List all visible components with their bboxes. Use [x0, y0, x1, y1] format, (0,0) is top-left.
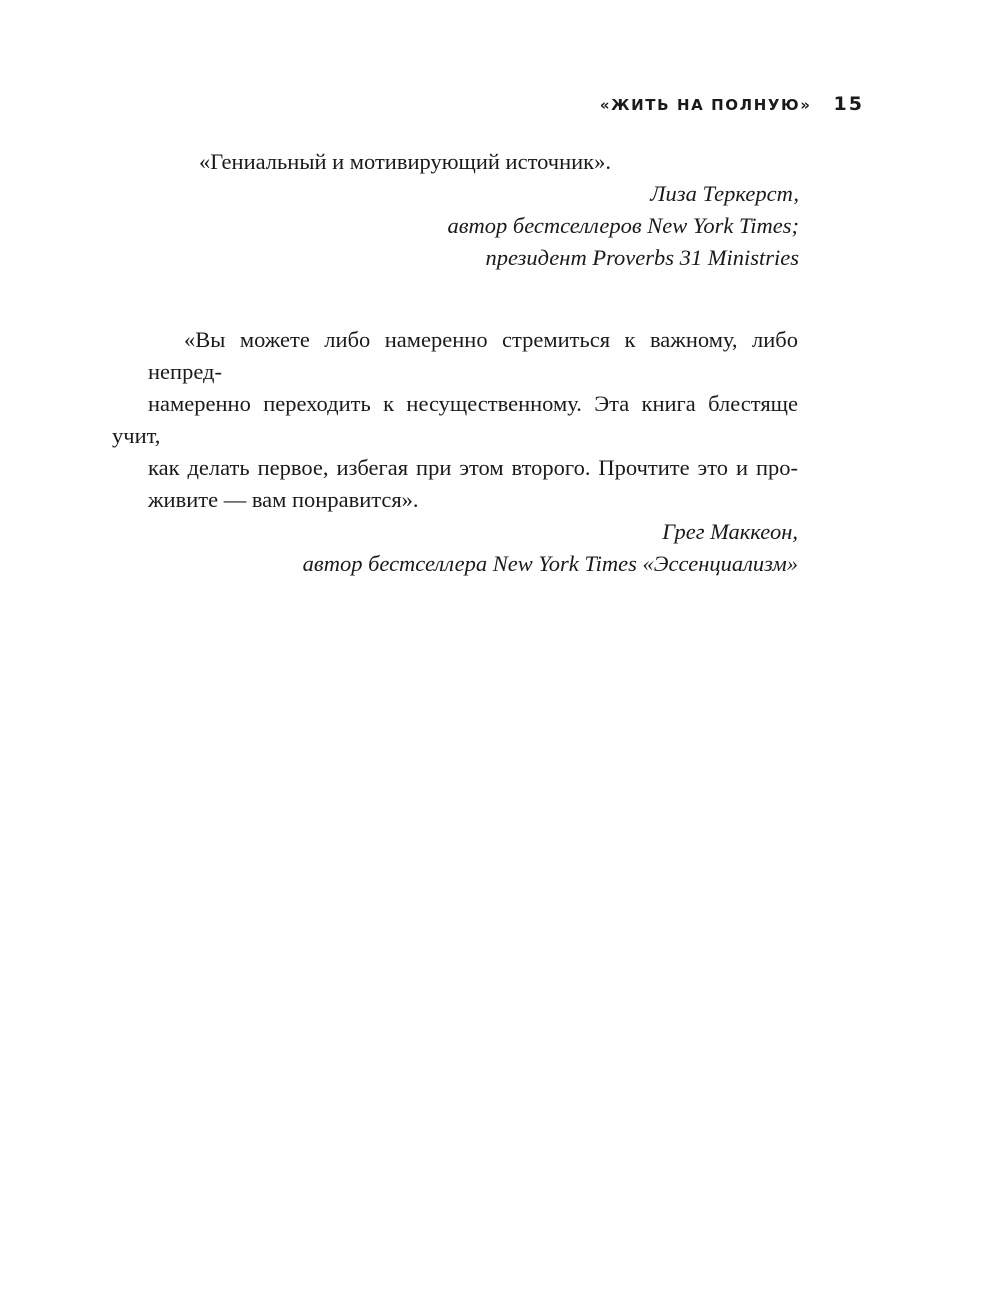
attribution-author: Грег Маккеон, [662, 519, 798, 544]
running-head [600, 93, 864, 115]
quote-line: как делать первое, избегая при этом второго. Прочтите это и про- [148, 455, 798, 480]
attribution-author: Лиза Теркерст, [650, 181, 799, 206]
testimonial-quote-2 [112, 324, 798, 580]
quote-line: намеренно переходить к несущественному. Эта книга блестяще учит, [112, 391, 798, 448]
quote-attribution [112, 516, 798, 580]
quote-line: «Гениальный и мотивирующий источник». [199, 149, 611, 174]
quote-attribution [199, 178, 799, 274]
testimonial-quote-1 [199, 146, 799, 274]
running-title: «ЖИТЬ НА ПОЛНУЮ» [599, 96, 812, 114]
page-number: 15 [833, 93, 864, 115]
quote-text [112, 324, 798, 516]
quote-line: живите — вам понравится». [148, 487, 419, 512]
quote-text [199, 146, 799, 178]
attribution-credential: автор бестселлеров New York Times; [447, 213, 799, 238]
quote-line: «Вы можете либо намеренно стремиться к важному, либо непред- [148, 327, 798, 384]
attribution-credential: автор бестселлера New York Times «Эссенциализм» [302, 551, 798, 576]
attribution-credential: президент Proverbs 31 Ministries [485, 245, 799, 270]
